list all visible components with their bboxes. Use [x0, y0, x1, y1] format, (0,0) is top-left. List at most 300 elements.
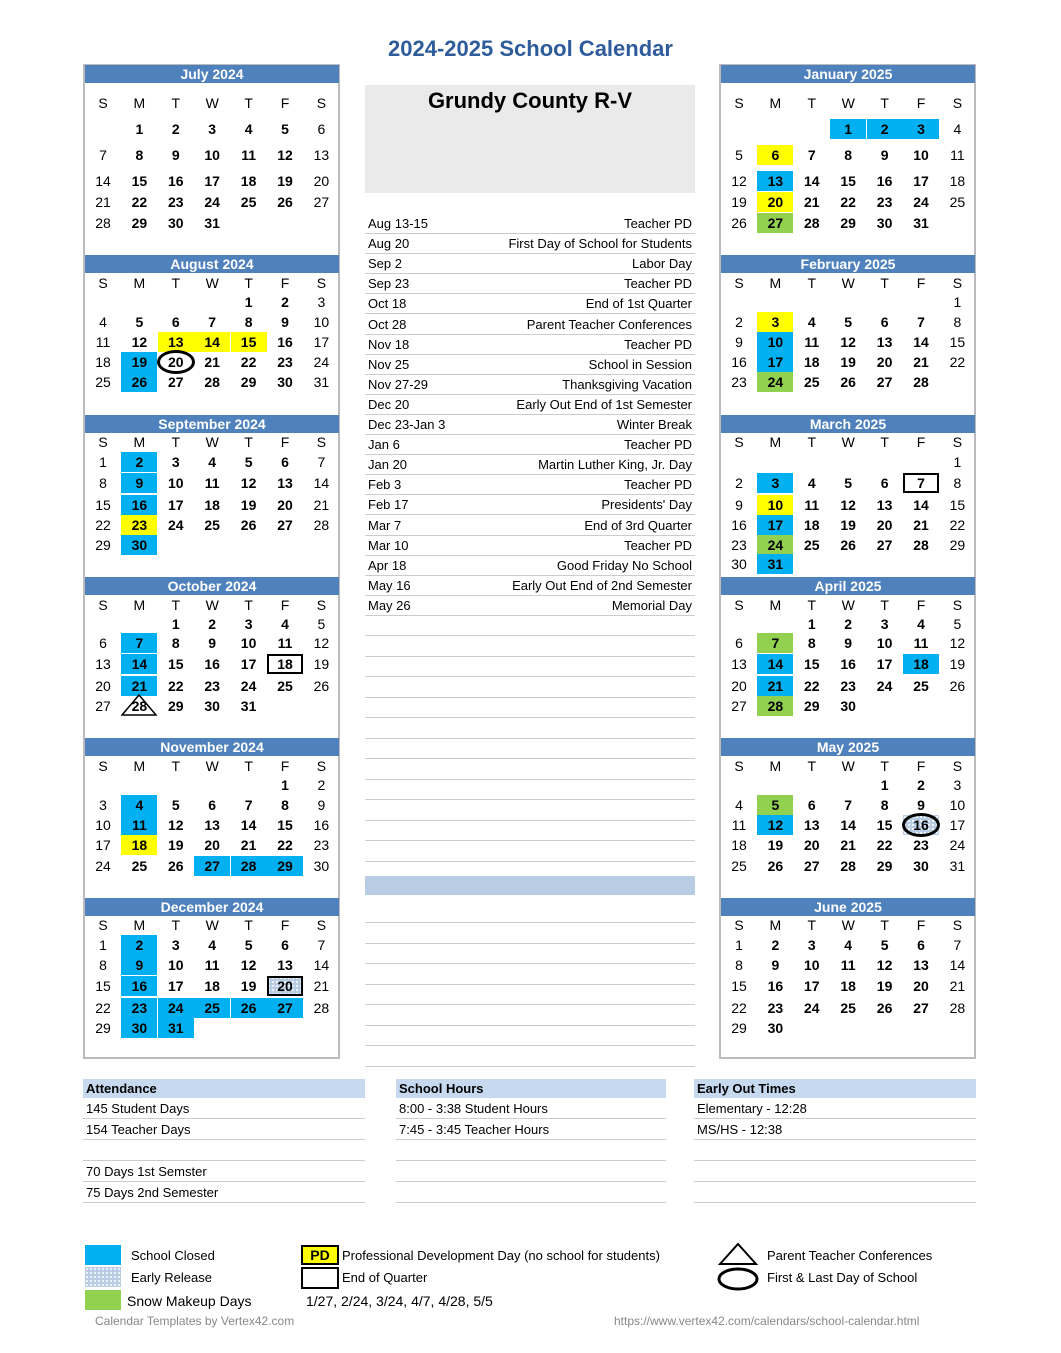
calendar-day: 29	[95, 537, 111, 553]
calendar-day: 15	[277, 817, 293, 833]
calendar-day: 26	[313, 678, 330, 694]
calendar-day: 21	[313, 978, 330, 994]
calendar-day: 3	[757, 473, 793, 493]
calendar-day: 24	[313, 354, 330, 370]
weekday-label: W	[205, 95, 219, 111]
event-blank-line	[365, 903, 695, 923]
calendar-day: 27	[277, 517, 293, 533]
calendar-day: 28	[840, 858, 856, 874]
calendar-day: 13	[158, 332, 194, 352]
calendar-day: 20	[731, 678, 747, 694]
calendar-day: 11	[840, 957, 856, 973]
calendar-day: 13	[876, 497, 893, 513]
calendar-day: 7	[917, 314, 925, 330]
weekday-label: T	[171, 95, 181, 111]
event-row	[365, 214, 695, 234]
calendar-day: 27	[194, 856, 230, 876]
calendar-day: 3	[903, 119, 939, 139]
event-row	[365, 375, 695, 395]
calendar-day: 13	[876, 334, 893, 350]
calendar-day: 3	[317, 294, 326, 310]
weekday-label: T	[807, 917, 817, 933]
calendar-day: 27	[804, 858, 820, 874]
calendar-day: 14	[804, 173, 820, 189]
calendar-day: 2	[867, 119, 903, 139]
weekday-label: F	[916, 275, 926, 291]
calendar-day: 16	[903, 815, 939, 835]
calendar-day: 12	[277, 147, 293, 163]
calendar-day: 18	[903, 654, 939, 674]
calendar-day: 7	[757, 633, 793, 653]
earlyout-row: MS/HS - 12:38	[694, 1120, 976, 1140]
event-date: Feb 3	[368, 477, 402, 493]
event-blank-line	[365, 821, 695, 841]
event-date: Aug 13-15	[368, 216, 428, 231]
weekday-label: F	[280, 275, 290, 291]
calendar-day: 30	[840, 698, 856, 714]
calendar-day: 3	[757, 312, 793, 332]
event-row	[365, 315, 695, 335]
event-date: Nov 27-29	[368, 376, 428, 392]
weekday-label: S	[952, 597, 963, 613]
calendar-day: 5	[880, 937, 889, 953]
event-blank-line	[365, 780, 695, 800]
calendar-day: 3	[244, 616, 253, 632]
month-header: August 2024	[85, 255, 339, 273]
weekday-label: S	[316, 275, 327, 291]
calendar-day: 27	[267, 998, 303, 1018]
event-date: Jan 20	[368, 457, 408, 473]
calendar-day: 19	[240, 497, 257, 513]
calendar-day: 20	[876, 354, 893, 370]
event-row	[365, 516, 695, 536]
calendar-day: 17	[95, 837, 111, 853]
weekday-label: M	[769, 758, 782, 774]
calendar-day: 8	[880, 797, 889, 813]
calendar-day: 28	[913, 374, 929, 390]
calendar-day: 12	[876, 957, 893, 973]
calendar-day: 31	[913, 215, 929, 231]
calendar-day: 15	[95, 978, 111, 994]
calendar-day: 19	[840, 517, 856, 533]
weekday-label: S	[952, 917, 963, 933]
calendar-day: 11	[804, 334, 820, 350]
calendar-day: 10	[168, 957, 184, 973]
weekday-label: T	[171, 597, 181, 613]
calendar-day: 24	[757, 535, 793, 555]
weekday-label: S	[98, 597, 108, 613]
calendar-day: 15	[731, 978, 747, 994]
calendar-day: 8	[735, 957, 743, 973]
calendar-day: 26	[840, 374, 856, 390]
calendar-day: 4	[953, 121, 962, 137]
calendar-day: 20	[757, 192, 793, 212]
calendar-day: 25	[804, 537, 820, 553]
calendar-day: 27	[876, 537, 893, 553]
calendar-day: 5	[317, 616, 326, 632]
calendar-day: 15	[168, 656, 184, 672]
calendar-day: 31	[240, 698, 257, 714]
event-text: Memorial Day	[611, 597, 692, 613]
weekday-label: W	[841, 917, 855, 933]
event-row	[365, 274, 695, 294]
hours-row	[396, 1141, 666, 1161]
event-row	[365, 596, 695, 616]
weekday-label: W	[841, 597, 855, 613]
calendar-day: 25	[913, 678, 929, 694]
event-text: Presidents' Day	[601, 497, 692, 513]
calendar-day: 16	[121, 495, 157, 515]
calendar-day: 24	[240, 678, 257, 694]
calendar-day: 3	[208, 121, 217, 137]
legend-pd-swatch: PD	[301, 1245, 339, 1265]
calendar-day: 2	[844, 616, 853, 632]
calendar-day: 15	[840, 173, 856, 189]
weekday-label: S	[98, 758, 108, 774]
calendar-day: 18	[204, 497, 220, 513]
calendar-day: 29	[240, 374, 257, 390]
weekday-label: S	[734, 758, 744, 774]
school-name-box	[365, 85, 695, 193]
calendar-day: 19	[949, 656, 966, 672]
calendar-day: 29	[95, 1020, 111, 1036]
calendar-day: 24	[913, 194, 929, 210]
weekday-label: F	[916, 758, 926, 774]
calendar-day: 28	[949, 1000, 966, 1016]
calendar-day: 4	[807, 475, 816, 491]
calendar-day: 2	[121, 935, 157, 955]
weekday-label: M	[133, 275, 146, 291]
earlyout-row	[694, 1183, 976, 1203]
calendar-day: 6	[171, 314, 180, 330]
weekday-label: F	[280, 95, 290, 111]
calendar-day: 25	[804, 374, 820, 390]
calendar-day: 30	[876, 215, 893, 231]
calendar-day: 1	[171, 616, 180, 632]
weekday-label: M	[133, 758, 146, 774]
weekday-label: S	[316, 917, 327, 933]
calendar-day: 19	[313, 656, 330, 672]
calendar-day: 26	[121, 372, 157, 392]
legend-early-label: Early Release	[131, 1270, 212, 1285]
month-header: January 2025	[721, 65, 975, 83]
calendar-day: 11	[95, 334, 111, 350]
calendar-day: 12	[840, 497, 856, 513]
calendar-day: 16	[168, 173, 184, 189]
weekday-label: S	[952, 275, 963, 291]
calendar-day: 2	[121, 452, 157, 472]
weekday-label: M	[769, 917, 782, 933]
weekday-label: S	[316, 434, 327, 450]
weekday-label: T	[880, 275, 889, 291]
calendar-day: 16	[204, 656, 220, 672]
event-date: Jan 6	[368, 437, 400, 453]
weekday-label: S	[316, 95, 327, 111]
weekday-label: M	[769, 434, 782, 450]
calendar-day: 10	[204, 147, 220, 163]
calendar-day: 8	[281, 797, 289, 813]
calendar-day: 16	[731, 354, 747, 370]
calendar-day: 11	[204, 957, 220, 973]
calendar-day: 13	[95, 656, 111, 672]
weekday-label: F	[280, 434, 290, 450]
calendar-day: 25	[949, 194, 966, 210]
event-text: School in Session	[588, 356, 692, 372]
calendar-day: 30	[313, 858, 330, 874]
calendar-day: 6	[735, 635, 743, 651]
calendar-day: 27	[168, 374, 184, 390]
weekday-label: F	[916, 434, 926, 450]
event-text: Teacher PD	[624, 477, 692, 493]
month-header: May 2025	[721, 738, 975, 756]
calendar-day: 18	[949, 173, 966, 189]
calendar-day: 28	[231, 856, 267, 876]
weekday-label: T	[807, 758, 817, 774]
circle-icon	[716, 1266, 760, 1292]
calendar-day: 21	[95, 194, 111, 210]
calendar-day: 5	[281, 121, 289, 137]
calendar-day: 18	[267, 654, 303, 674]
calendar-day: 1	[830, 119, 866, 139]
calendar-day: 21	[949, 978, 966, 994]
calendar-day: 10	[757, 332, 793, 352]
calendar-day: 27	[95, 698, 111, 714]
calendar-day: 23	[731, 537, 747, 553]
calendar-day: 26	[231, 998, 267, 1018]
calendar-day: 11	[913, 635, 929, 651]
calendar-day: 24	[949, 837, 966, 853]
calendar-day: 5	[135, 314, 144, 330]
calendar-day: 20	[313, 173, 330, 189]
month-header: April 2025	[721, 577, 975, 595]
calendar-day: 15	[131, 173, 148, 189]
calendar-day: 2	[171, 121, 180, 137]
calendar-day: 21	[913, 354, 929, 370]
calendar-day: 19	[731, 194, 747, 210]
weekday-label: T	[880, 95, 889, 111]
calendar-day: 12	[313, 635, 330, 651]
event-row	[365, 335, 695, 355]
calendar-day: 17	[240, 656, 257, 672]
calendar-day: 8	[171, 635, 180, 651]
calendar-day: 13	[204, 817, 220, 833]
calendar-day: 23	[767, 1000, 784, 1016]
calendar-day: 30	[204, 698, 220, 714]
calendar-day: 30	[121, 535, 157, 555]
calendar-day: 8	[953, 314, 962, 330]
calendar-day: 18	[95, 354, 111, 370]
calendar-day: 15	[95, 497, 111, 513]
calendar-day: 1	[281, 777, 289, 793]
calendar-day: 11	[121, 815, 157, 835]
calendar-day: 13	[277, 957, 293, 973]
calendar-day: 2	[317, 777, 326, 793]
calendar-day: 11	[804, 497, 820, 513]
calendar-day: 30	[168, 215, 184, 231]
calendar-day: 30	[913, 858, 929, 874]
calendar-day: 12	[949, 635, 966, 651]
calendar-day: 6	[281, 454, 289, 470]
weekday-label: T	[807, 434, 817, 450]
calendar-day: 18	[204, 978, 220, 994]
event-text: End of 1st Quarter	[585, 296, 692, 312]
calendar-day: 10	[949, 797, 966, 813]
calendar-day: 23	[121, 998, 157, 1018]
calendar-day: 2	[771, 937, 780, 953]
legend-snow-swatch	[85, 1290, 121, 1310]
legend-snow-label: Snow Makeup Days	[127, 1293, 252, 1309]
month-header: November 2024	[85, 738, 339, 756]
calendar-day: 16	[876, 173, 893, 189]
calendar-day: 20	[95, 678, 111, 694]
weekday-label: W	[205, 758, 219, 774]
calendar-day: 19	[168, 837, 184, 853]
event-date: Mar 7	[368, 517, 402, 533]
calendar-day: 1	[99, 454, 107, 470]
calendar-day: 5	[953, 616, 962, 632]
calendar-day: 15	[949, 334, 966, 350]
event-row	[365, 254, 695, 274]
calendar-day: 10	[168, 475, 184, 491]
calendar-day: 19	[121, 352, 157, 372]
month-header: October 2024	[85, 577, 339, 595]
calendar-day: 17	[168, 978, 184, 994]
calendar-day: 15	[949, 497, 966, 513]
calendar-day: 17	[757, 515, 793, 535]
month-header: June 2025	[721, 898, 975, 916]
calendar-day: 22	[168, 678, 184, 694]
attendance-row: 75 Days 2nd Semester	[83, 1183, 365, 1203]
calendar-day: 13	[731, 656, 747, 672]
events-divider-band	[365, 876, 695, 895]
event-row	[365, 475, 695, 495]
event-blank-line	[365, 944, 695, 964]
weekday-label: W	[841, 95, 855, 111]
weekday-label: T	[244, 758, 253, 774]
legend-pd-label: Professional Development Day (no school for students)	[342, 1248, 660, 1263]
weekday-label: M	[133, 434, 146, 450]
calendar-day: 29	[949, 537, 966, 553]
calendar-day: 3	[880, 616, 889, 632]
weekday-label: T	[880, 597, 889, 613]
calendar-day: 20	[804, 837, 820, 853]
event-date: Nov 25	[368, 356, 410, 372]
legend-ptc-label: Parent Teacher Conferences	[767, 1248, 933, 1263]
calendar-day: 23	[168, 194, 184, 210]
calendar-day: 7	[99, 147, 107, 163]
calendar-day: 14	[949, 957, 966, 973]
calendar-day: 29	[840, 215, 856, 231]
calendar-day: 12	[731, 173, 747, 189]
month-header: December 2024	[85, 898, 339, 916]
calendar-day: 29	[267, 856, 303, 876]
calendar-day: 25	[95, 374, 111, 390]
calendar-day: 4	[281, 616, 289, 632]
calendar-day: 21	[240, 837, 257, 853]
event-blank-line	[365, 1047, 695, 1067]
event-row	[365, 536, 695, 556]
credit-right[interactable]: https://www.vertex42.com/calendars/school-calendar.html	[614, 1314, 920, 1328]
triangle-icon	[718, 1242, 758, 1266]
calendar-day: 26	[168, 858, 184, 874]
calendar-day: 22	[95, 517, 111, 533]
calendar-day: 18	[804, 517, 820, 533]
event-text: Good Friday No School	[556, 557, 692, 573]
calendar-day: 13	[277, 475, 293, 491]
calendar-day: 27	[913, 1000, 929, 1016]
calendar-day: 2	[735, 314, 743, 330]
calendar-day: 8	[807, 635, 816, 651]
calendar-day: 14	[240, 817, 257, 833]
event-date: Apr 18	[368, 557, 407, 573]
calendar-day: 12	[240, 475, 257, 491]
calendar-day: 17	[913, 173, 929, 189]
month-header: July 2024	[85, 65, 339, 83]
calendar-day: 7	[953, 937, 962, 953]
event-row	[365, 556, 695, 576]
calendar-day: 27	[876, 374, 893, 390]
event-text: First Day of School for Students	[508, 236, 692, 252]
calendar-day: 17	[313, 334, 330, 350]
legend-firstlast-label: First & Last Day of School	[767, 1270, 918, 1285]
calendar-day: 21	[757, 676, 793, 696]
calendar-day: 28	[204, 374, 220, 390]
calendar-day: 12	[168, 817, 184, 833]
weekday-label: F	[280, 758, 290, 774]
calendar-day: 29	[731, 1020, 747, 1036]
weekday-label: S	[98, 275, 108, 291]
calendar-day: 1	[807, 616, 816, 632]
calendar-day: 9	[171, 147, 180, 163]
calendar-day: 19	[767, 837, 784, 853]
calendar-day: 24	[804, 1000, 820, 1016]
calendar-day: 1	[135, 121, 144, 137]
calendar-day: 2	[281, 294, 289, 310]
calendar-day: 5	[844, 475, 853, 491]
calendar-day: 7	[903, 473, 939, 493]
calendar-day: 26	[731, 215, 747, 231]
calendar-day: 6	[807, 797, 816, 813]
calendar-day: 9	[317, 797, 326, 813]
calendar-day: 28	[95, 215, 111, 231]
event-blank-line	[365, 719, 695, 739]
event-date: Oct 18	[368, 296, 407, 312]
calendar-day: 7	[317, 454, 326, 470]
event-blank-line	[365, 842, 695, 862]
event-text: Early Out End of 2nd Semester	[512, 577, 692, 593]
calendar-day: 15	[804, 656, 820, 672]
calendar-day: 10	[913, 147, 929, 163]
calendar-day: 28	[313, 517, 330, 533]
calendar-day: 26	[277, 194, 293, 210]
calendar-day: 14	[95, 173, 111, 189]
calendar-day: 4	[844, 937, 853, 953]
calendar-day: 16	[731, 517, 747, 533]
calendar-day: 21	[121, 676, 157, 696]
weekday-label: S	[734, 917, 744, 933]
weekday-label: W	[205, 434, 219, 450]
calendar-day: 24	[876, 678, 893, 694]
school-hours-header: School Hours	[396, 1079, 666, 1098]
calendar-day: 10	[876, 635, 893, 651]
calendar-day: 10	[313, 314, 330, 330]
calendar-day: 14	[313, 957, 330, 973]
calendar-day: 4	[99, 314, 107, 330]
calendar-day: 4	[807, 314, 816, 330]
calendar-day: 9	[844, 635, 853, 651]
weekday-label: S	[98, 95, 108, 111]
credit-left[interactable]: Calendar Templates by Vertex42.com	[95, 1314, 295, 1328]
